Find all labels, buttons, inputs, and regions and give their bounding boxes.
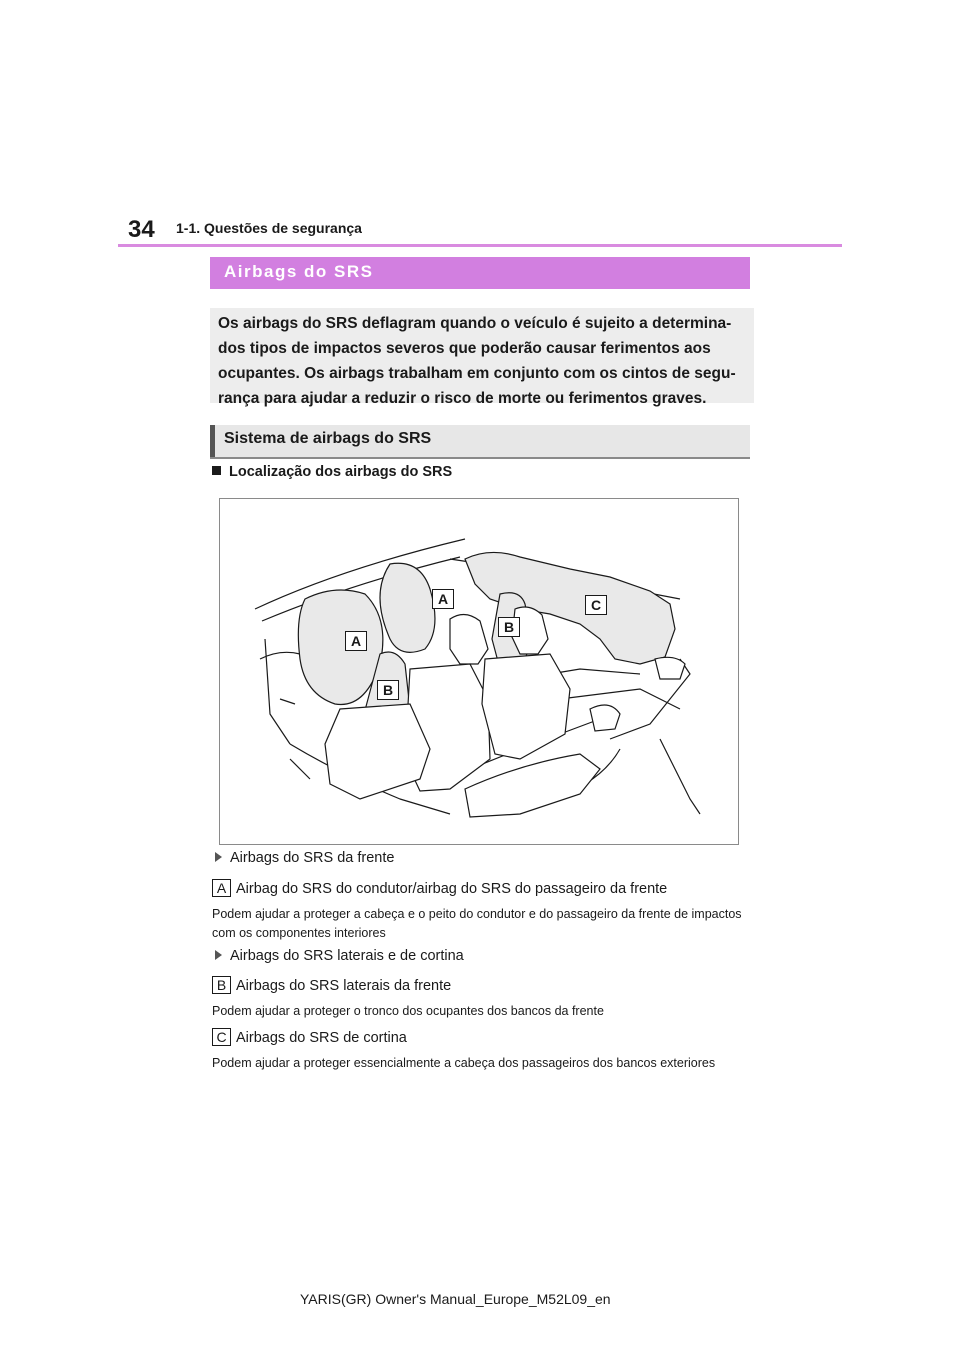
key-label-c: C (212, 1028, 231, 1046)
callout-label-a-driver: A (345, 631, 367, 651)
group-title: Airbags do SRS da frente (230, 850, 395, 866)
callout-label-a-passenger: A (432, 589, 454, 609)
callout-label-c-curtain: C (585, 595, 607, 615)
section-path: 1-1. Questões de segurança (176, 220, 362, 236)
header-divider (118, 244, 842, 247)
group-title: Airbags do SRS laterais e de cortina (230, 948, 464, 964)
page-number: 34 (128, 216, 155, 243)
section-title-bar (210, 257, 750, 289)
subheading-bar (210, 425, 750, 459)
item-curtain-airbags (212, 1028, 407, 1046)
callout-label-b-driver: B (377, 680, 399, 700)
intro-text: Os airbags do SRS deflagram quando o veículo é sujeito a determina-dos tipos de impactos severos que poderão causar ferimentos aos ocupantes. Os airbags trabalham em conjunto com os cintos de segu-rança para ajudar a reduzir o risco de morte ou ferimentos graves. (218, 315, 736, 407)
airbag-location-figure (219, 498, 739, 845)
triangle-bullet-icon (215, 852, 222, 862)
key-label-b: B (212, 976, 231, 994)
bullet-heading (212, 464, 452, 480)
item-description: Podem ajudar a proteger essencialmente a cabeça dos passageiros dos bancos exteriores (212, 1056, 716, 1070)
key-label-a: A (212, 879, 231, 897)
footer-text: YARIS(GR) Owner's Manual_Europe_M52L09_en (300, 1291, 611, 1307)
item-label: Airbags do SRS laterais da frente (236, 978, 452, 994)
bullet-heading-text: Localização dos airbags do SRS (229, 464, 453, 480)
callout-label-b-passenger: B (498, 617, 520, 637)
item-description: Podem ajudar a proteger a cabeça e o peito do condutor e do passageiro da frente de impactos com os componentes interiores (212, 907, 742, 940)
intro-box (210, 308, 754, 407)
subheading-title: Sistema de airbags do SRS (224, 430, 432, 447)
group-heading-front-airbags (215, 850, 394, 866)
car-interior-illustration (220, 499, 738, 844)
item-side-airbags (212, 976, 451, 994)
item-front-airbags (212, 879, 667, 897)
item-description: Podem ajudar a proteger o tronco dos ocupantes dos bancos da frente (212, 1004, 604, 1018)
item-label: Airbag do SRS do condutor/airbag do SRS do passageiro da frente (236, 881, 668, 897)
item-label: Airbags do SRS de cortina (236, 1030, 407, 1046)
square-bullet-icon (212, 466, 221, 475)
triangle-bullet-icon (215, 950, 222, 960)
group-heading-side-curtain-airbags (215, 948, 464, 964)
subheading-accent (210, 425, 215, 457)
section-title: Airbags do SRS (224, 262, 374, 281)
